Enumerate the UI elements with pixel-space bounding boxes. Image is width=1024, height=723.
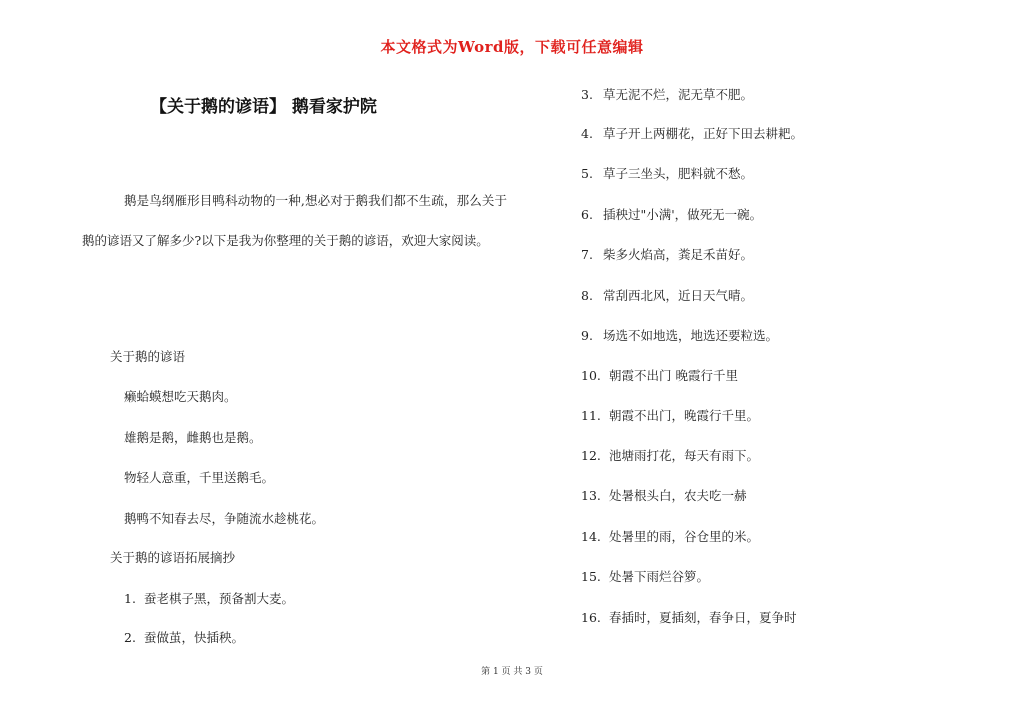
document-title: 【关于鹅的谚语】 鹅看家护院 — [150, 97, 377, 117]
item-text: 常刮西北风，近日天气晴。 — [603, 288, 754, 303]
item-text: 蚕老棋子黑，预备割大麦。 — [144, 591, 295, 606]
numbered-item — [581, 288, 753, 304]
item-text: 春插时，夏插刻，春争日，夏争时 — [609, 610, 797, 625]
item-number: 8. — [581, 288, 593, 303]
numbered-item — [581, 408, 759, 424]
section-heading-proverbs: 关于鹅的谚语 — [110, 349, 186, 364]
numbered-item — [581, 529, 759, 545]
item-number: 15. — [581, 569, 601, 584]
item-text: 草子开上两棚花，正好下田去耕耙。 — [603, 126, 804, 141]
page-number-footer: 第 1 页 共 3 页 — [481, 667, 543, 677]
item-text: 处暑里的雨，谷仓里的米。 — [609, 529, 760, 544]
numbered-item — [581, 328, 778, 344]
item-number: 12. — [581, 448, 601, 463]
item-text: 池塘雨打花，每天有雨下。 — [609, 448, 760, 463]
numbered-item — [581, 368, 738, 384]
numbered-item — [581, 488, 747, 504]
item-number: 11. — [581, 408, 601, 423]
item-number: 4. — [581, 126, 593, 141]
item-number: 6. — [581, 207, 593, 222]
numbered-item — [581, 247, 753, 263]
numbered-item — [581, 87, 753, 103]
item-text: 柴多火焰高，粪足禾苗好。 — [603, 247, 754, 262]
section-heading-extended: 关于鹅的谚语拓展摘抄 — [110, 550, 236, 565]
numbered-item — [581, 448, 759, 464]
item-number: 13. — [581, 488, 601, 503]
intro-paragraph: 鹅是鸟纲雁形目鸭科动物的一种,想必对于鹅我们都不生疏，那么关于鹅的谚语又了解多少?以下是我为你整理的关于鹅的谚语，欢迎大家阅读。 — [82, 193, 507, 248]
item-text: 场选不如地选，地选还要粒选。 — [603, 328, 779, 343]
numbered-item — [581, 166, 753, 182]
item-number: 14. — [581, 529, 601, 544]
numbered-item — [581, 569, 709, 585]
item-number: 7. — [581, 247, 593, 262]
item-text: 蚕做茧，快插秧。 — [144, 630, 245, 645]
item-number: 2. — [124, 630, 136, 645]
proverb-line: 鹅鸭不知春去尽，争随流水趁桃花。 — [124, 511, 325, 526]
proverb-line: 物轻人意重，千里送鹅毛。 — [124, 470, 275, 485]
item-number: 16. — [581, 610, 601, 625]
item-text: 处暑下雨烂谷箩。 — [609, 569, 710, 584]
proverb-line: 癞蛤蟆想吃天鹅肉。 — [124, 389, 237, 404]
item-text: 处暑根头白，农夫吃一赫 — [609, 488, 747, 503]
numbered-item — [124, 630, 244, 646]
item-number: 5. — [581, 166, 593, 181]
item-text: 朝霞不出门 晚霞行千里 — [609, 368, 738, 383]
numbered-item — [124, 591, 294, 607]
numbered-item — [581, 207, 762, 223]
numbered-item — [581, 610, 797, 626]
item-text: 草无泥不烂，泥无草不肥。 — [603, 87, 754, 102]
item-number: 3. — [581, 87, 593, 102]
download-banner: 本文格式为Word版，下载可任意编辑 — [380, 38, 644, 56]
proverb-line: 雄鹅是鹅，雌鹅也是鹅。 — [124, 430, 262, 445]
item-text: 草子三坐头，肥料就不愁。 — [603, 166, 754, 181]
item-number: 1. — [124, 591, 136, 606]
item-number: 10. — [581, 368, 601, 383]
item-text: 朝霞不出门，晚霞行千里。 — [609, 408, 760, 423]
item-number: 9. — [581, 328, 593, 343]
numbered-item — [581, 126, 803, 142]
item-text: 插秧过"小满'，做死无一碗。 — [603, 207, 763, 222]
